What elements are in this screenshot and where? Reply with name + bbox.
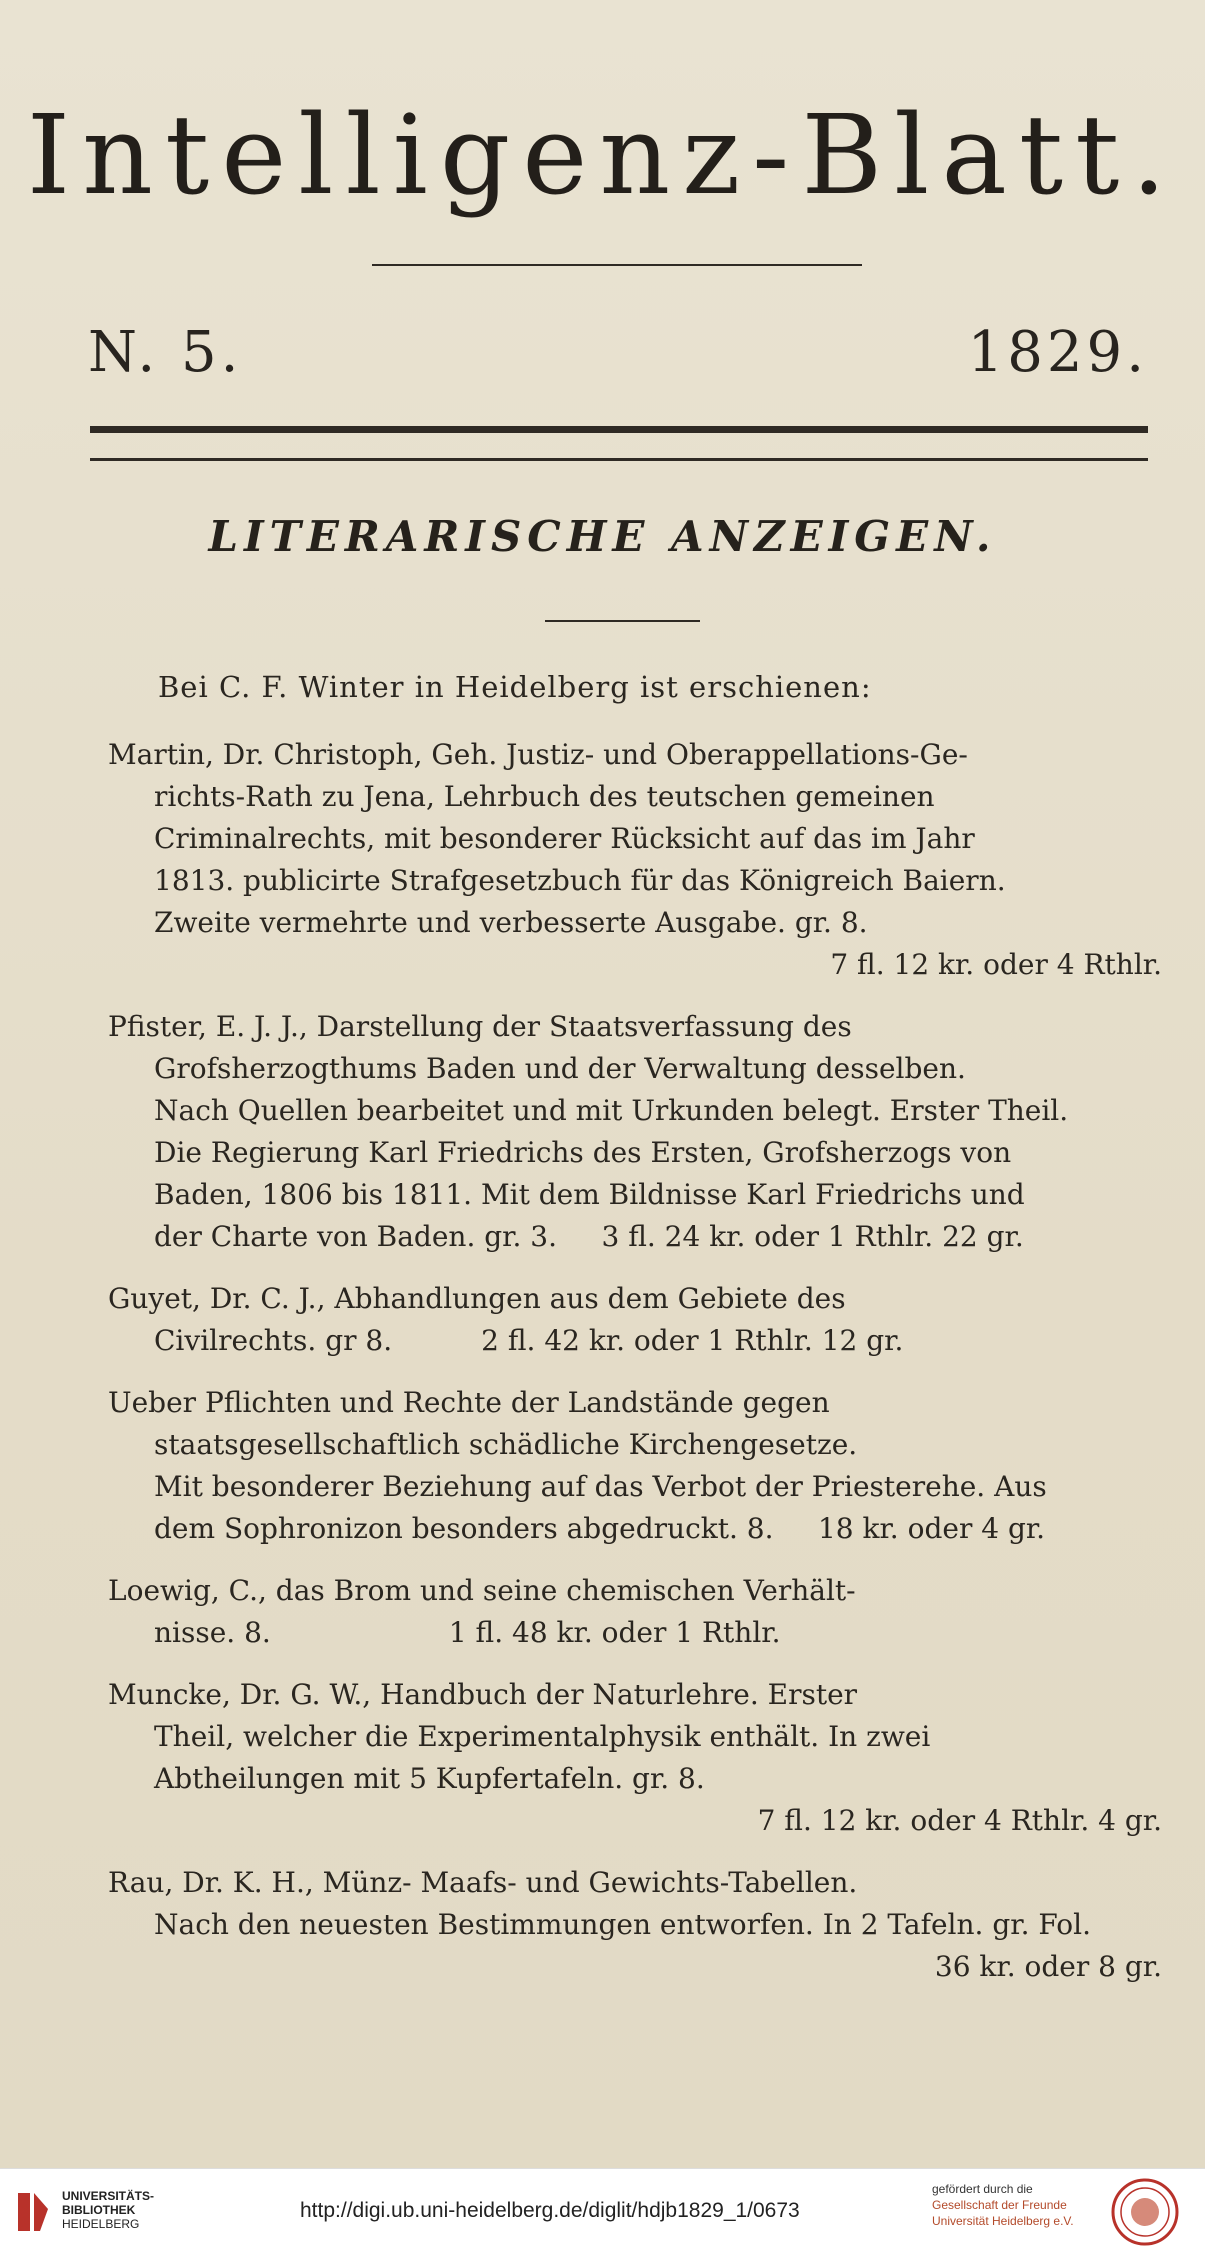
announcement-line: 1813. publicirte Strafgesetzbuch für das Königreich Baiern. <box>154 864 1006 897</box>
announcement-line: Rau, Dr. K. H., Münz- Maafs- und Gewichts-Tabellen. <box>108 1866 858 1899</box>
announcement-text <box>108 1006 1170 1258</box>
announcement-line: Mit besonderer Beziehung auf das Verbot der Priesterehe. Aus <box>154 1470 1047 1503</box>
announcement-text <box>108 1862 1170 1946</box>
announcement-line: Abtheilungen mit 5 Kupfertafeln. gr. 8. <box>154 1762 705 1795</box>
library-name <box>62 2189 182 2231</box>
double-rule-top <box>90 426 1148 433</box>
publisher-intro: Bei C. F. Winter in Heidelberg ist erschienen: <box>158 670 872 704</box>
double-rule-bottom <box>90 458 1148 461</box>
issue-row <box>88 320 1148 390</box>
section-heading: LITERARISCHE ANZEIGEN. <box>208 512 997 561</box>
announcement-line: Martin, Dr. Christoph, Geh. Justiz- und Oberappellations-Ge- <box>108 738 968 771</box>
library-name-line: BIBLIOTHEK <box>62 2203 136 2217</box>
announcement-line: Civilrechts. gr 8. 2 fl. 42 kr. oder 1 Rthlr. 12 gr. <box>154 1324 904 1357</box>
announcement-line: Nach Quellen bearbeitet und mit Urkunden belegt. Erster Theil. <box>154 1094 1069 1127</box>
announcement-line: staatsgesellschaftlich schädliche Kirchengesetze. <box>154 1428 858 1461</box>
masthead-title: Intelligenz-Blatt. <box>26 91 1179 219</box>
announcement-line: Ueber Pflichten und Rechte der Landstände gegen <box>108 1386 830 1419</box>
announcement-line: Grofsherzogthums Baden und der Verwaltung desselben. <box>154 1052 966 1085</box>
announcement-text <box>108 1382 1170 1550</box>
announcement-text <box>108 1570 1170 1654</box>
price-line: 7 fl. 12 kr. oder 4 Rthlr. 4 gr. <box>757 1804 1162 1837</box>
book-announcement <box>108 1674 1170 1842</box>
university-library-logo-icon <box>14 2187 54 2237</box>
footer-bar <box>0 2168 1205 2255</box>
announcement-line: Muncke, Dr. G. W., Handbuch der Naturlehre. Erster <box>108 1678 858 1711</box>
announcement-line: nisse. 8. 1 fl. 48 kr. oder 1 Rthlr. <box>154 1616 781 1649</box>
announcement-text <box>108 1674 1170 1800</box>
book-announcement <box>108 734 1170 986</box>
announcement-line: Zweite vermehrte und verbesserte Ausgabe. gr. 8. <box>154 906 868 939</box>
library-name-line: UNIVERSITÄTS- <box>62 2189 155 2203</box>
price-line: 36 kr. oder 8 gr. <box>934 1950 1162 1983</box>
book-announcement <box>108 1862 1170 1988</box>
library-name-line: HEIDELBERG <box>62 2217 140 2231</box>
announcement-text <box>108 734 1170 944</box>
announcement-line: Loewig, C., das Brom und seine chemischen Verhält- <box>108 1574 856 1607</box>
issue-number: N. 5. <box>88 320 243 385</box>
entry-list <box>108 734 1170 1988</box>
announcement-line: richts-Rath zu Jena, Lehrbuch des teutschen gemeinen <box>154 780 935 813</box>
masthead-rule <box>372 264 862 266</box>
price-line: 7 fl. 12 kr. oder 4 Rthlr. <box>830 948 1162 981</box>
book-announcement <box>108 1278 1170 1362</box>
sponsor-note <box>932 2181 1102 2229</box>
announcement-line: Die Regierung Karl Friedrichs des Ersten, Grofsherzogs von <box>154 1136 1012 1169</box>
announcements <box>108 670 1170 2008</box>
sponsor-line: gefördert durch die <box>932 2182 1033 2196</box>
announcement-line: dem Sophronizon besonders abgedruckt. 8. 18 kr. oder 4 gr. <box>154 1512 1046 1545</box>
book-announcement <box>108 1006 1170 1258</box>
permalink-url[interactable]: http://digi.ub.uni-heidelberg.de/diglit/hdjb1829_1/0673 <box>300 2199 800 2222</box>
announcement-line: Criminalrechts, mit besonderer Rücksicht auf das im Jahr <box>154 822 975 855</box>
announcement-line: Baden, 1806 bis 1811. Mit dem Bildnisse Karl Friedrichs und <box>154 1178 1025 1211</box>
issue-year: 1829. <box>967 320 1148 385</box>
announcement-line: der Charte von Baden. gr. 3. 3 fl. 24 kr. oder 1 Rthlr. 22 gr. <box>154 1220 1024 1253</box>
announcement-line: Guyet, Dr. C. J., Abhandlungen aus dem Gebiete des <box>108 1282 846 1315</box>
section-rule <box>545 620 700 622</box>
book-announcement <box>108 1382 1170 1550</box>
book-announcement <box>108 1570 1170 1654</box>
announcement-line: Theil, welcher die Experimentalphysik enthält. In zwei <box>154 1720 931 1753</box>
university-seal-icon <box>1110 2177 1180 2247</box>
sponsor-org-line: Gesellschaft der Freunde <box>932 2198 1067 2212</box>
announcement-line: Pfister, E. J. J., Darstellung der Staatsverfassung des <box>108 1010 852 1043</box>
announcement-text <box>108 1278 1170 1362</box>
announcement-line: Nach den neuesten Bestimmungen entworfen. In 2 Tafeln. gr. Fol. <box>154 1908 1091 1941</box>
sponsor-org-line: Universität Heidelberg e.V. <box>932 2214 1074 2228</box>
